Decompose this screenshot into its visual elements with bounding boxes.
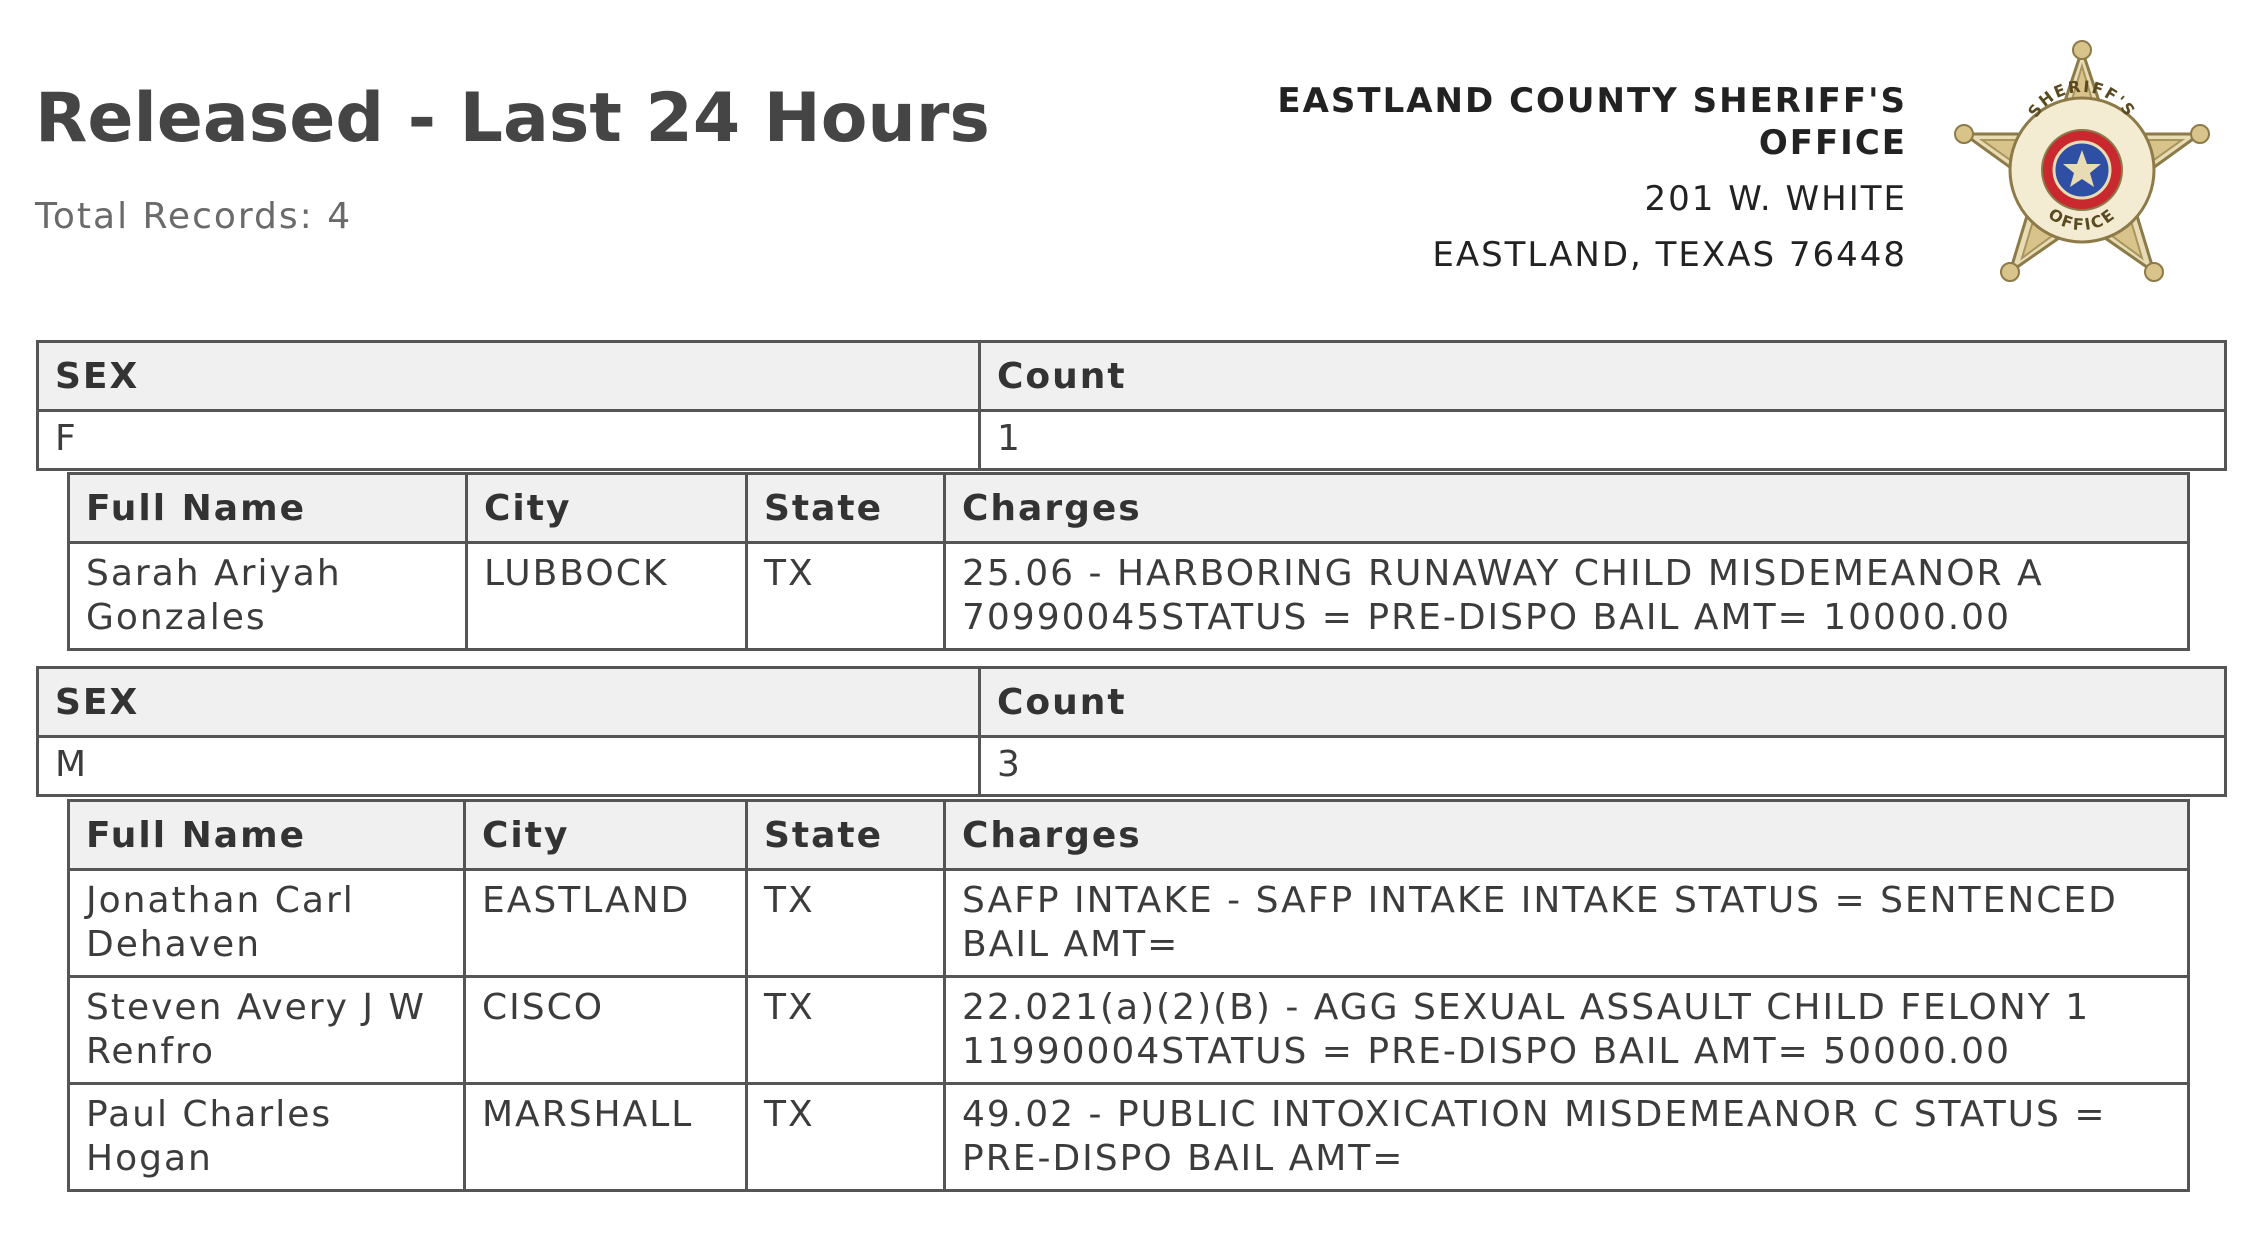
page-title: Released - Last 24 Hours xyxy=(35,79,990,158)
office-address-line1: 201 W. WHITE xyxy=(1644,179,1907,219)
state-cell: TX xyxy=(747,870,945,977)
office-address-line2: EASTLAND, TEXAS 76448 xyxy=(1432,235,1907,275)
charges-column-header: Charges xyxy=(945,474,2189,543)
count-column-header: Count xyxy=(980,668,2226,737)
office-name-line2: OFFICE xyxy=(1758,123,1907,163)
count-value: 3 xyxy=(980,737,2226,796)
state-cell: TX xyxy=(747,977,945,1084)
charges-cell: SAFP INTAKE - SAFP INTAKE INTAKE STATUS = SENTENCED BAIL AMT= xyxy=(945,870,2189,977)
full-name-column-header: Full Name xyxy=(69,474,467,543)
table-row xyxy=(38,411,2226,470)
city-cell: LUBBOCK xyxy=(467,543,747,650)
table-row xyxy=(69,870,2189,977)
table-row xyxy=(69,977,2189,1084)
state-cell: TX xyxy=(747,543,945,650)
release-records-table-m xyxy=(67,799,2190,1192)
full-name-cell: Sarah Ariyah Gonzales xyxy=(69,543,467,650)
sex-column-header: SEX xyxy=(38,668,980,737)
charges-cell: 22.021(a)(2)(B) - AGG SEXUAL ASSAULT CHILD FELONY 1 11990004STATUS = PRE-DISPO BAIL AMT= 50000.00 xyxy=(945,977,2189,1084)
full-name-column-header: Full Name xyxy=(69,801,465,870)
city-cell: CISCO xyxy=(465,977,747,1084)
total-records xyxy=(35,196,352,237)
table-row xyxy=(69,1084,2189,1191)
office-name-line1: EASTLAND COUNTY SHERIFF'S xyxy=(1277,81,1907,121)
city-cell: MARSHALL xyxy=(465,1084,747,1191)
charges-cell: 49.02 - PUBLIC INTOXICATION MISDEMEANOR C STATUS = PRE-DISPO BAIL AMT= xyxy=(945,1084,2189,1191)
sex-column-header: SEX xyxy=(38,342,980,411)
count-value: 1 xyxy=(980,411,2226,470)
full-name-cell: Steven Avery J W Renfro xyxy=(69,977,465,1084)
full-name-cell: Jonathan Carl Dehaven xyxy=(69,870,465,977)
state-cell: TX xyxy=(747,1084,945,1191)
city-column-header: City xyxy=(467,474,747,543)
full-name-cell: Paul Charles Hogan xyxy=(69,1084,465,1191)
sex-group-table-f xyxy=(36,340,2227,471)
total-records-value: 4 xyxy=(327,196,353,237)
city-cell: EASTLAND xyxy=(465,870,747,977)
charges-column-header: Charges xyxy=(945,801,2189,870)
state-column-header: State xyxy=(747,474,945,543)
sex-group-table-m xyxy=(36,666,2227,797)
total-records-label: Total Records: xyxy=(35,196,314,237)
svg-text:SHERIFF'S: SHERIFF'S xyxy=(2024,76,2140,121)
svg-text:OFFICE: OFFICE xyxy=(2044,204,2120,235)
sex-value: F xyxy=(38,411,980,470)
count-column-header: Count xyxy=(980,342,2226,411)
charges-cell: 25.06 - HARBORING RUNAWAY CHILD MISDEMEANOR A 70990045STATUS = PRE-DISPO BAIL AMT= 10000.00 xyxy=(945,543,2189,650)
sex-value: M xyxy=(38,737,980,796)
office-address-block xyxy=(1207,80,1907,276)
release-records-table-f xyxy=(67,472,2190,651)
state-column-header: State xyxy=(747,801,945,870)
table-row xyxy=(38,737,2226,796)
table-row xyxy=(69,543,2189,650)
city-column-header: City xyxy=(465,801,747,870)
sheriff-star-badge-icon xyxy=(1938,30,2226,308)
